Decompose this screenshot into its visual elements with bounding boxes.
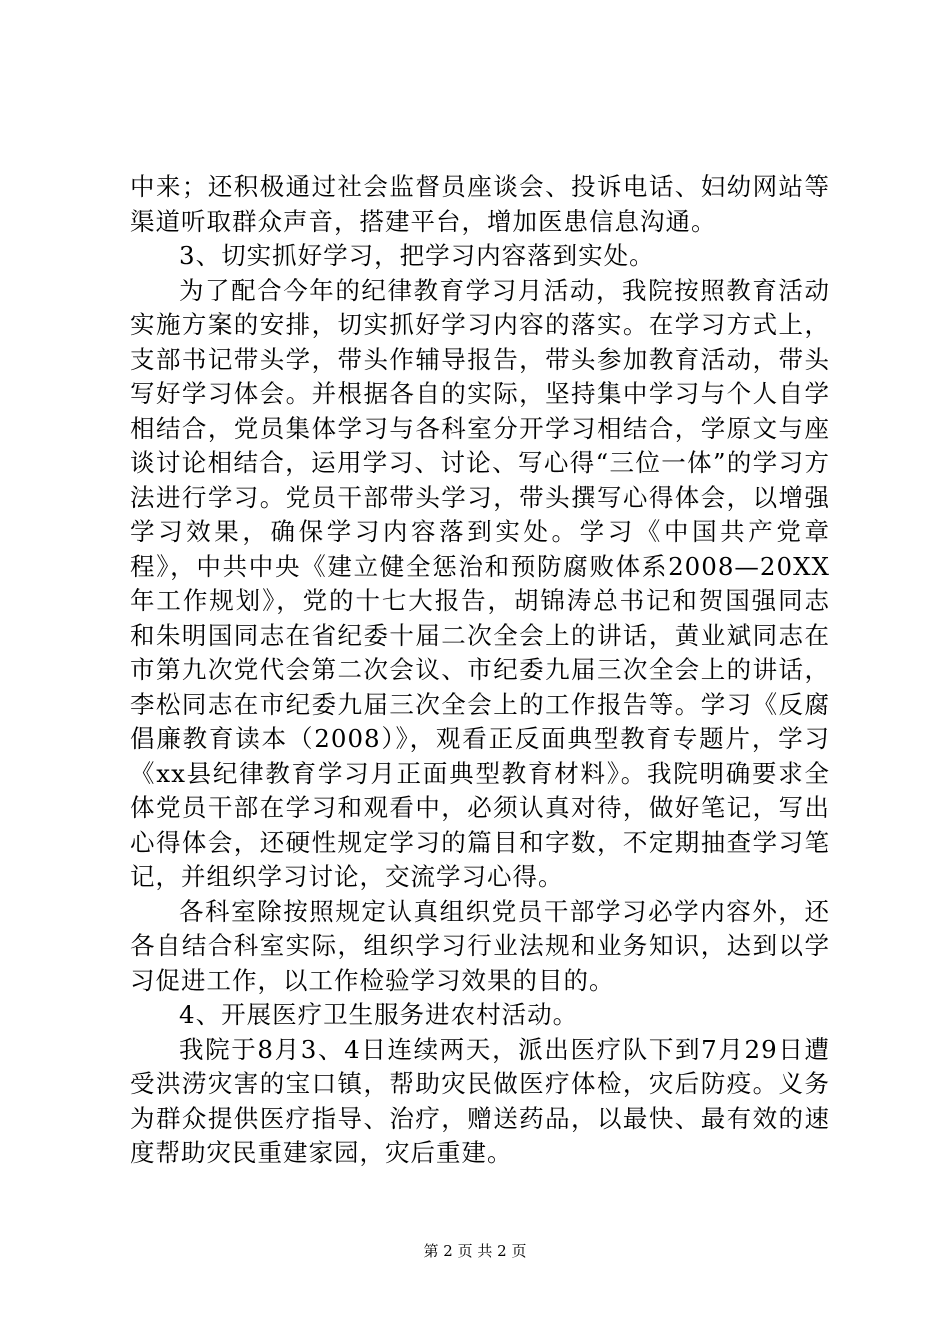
section-heading-3: 3、切实抓好学习，把学习内容落到实处。	[179, 241, 655, 270]
paragraph-rural-service: 我院于8月3、4日连续两天，派出医疗队下到7月29日遭受洪涝灾害的宝口镇，帮助灾民做医疗体检，灾后防疫。义务为群众提供医疗指导、治疗，赠送药品，以最快、最有效的速度帮助灾民重建家园，灾后重建。	[130, 1034, 830, 1167]
paragraph-channels: 中来；还积极通过社会监督员座谈会、投诉电话、妇幼网站等渠道听取群众声音，搭建平台，增加医患信息沟通。	[130, 172, 830, 236]
section-heading-4: 4、开展医疗卫生服务进农村活动。	[179, 1000, 579, 1029]
paragraph-study-methods: 为了配合今年的纪律教育学习月活动，我院按照教育活动实施方案的安排，切实抓好学习内容的落实。在学习方式上，支部书记带头学，带头作辅导报告，带头参加教育活动，带头写好学习体会。并根据各自的实际，坚持集中学习与个人自学相结合，党员集体学习与各科室分开学习相结合，学原文与座谈讨论相结合，运用学习、讨论、写心得“三位一体”的学习方法进行学习。党员干部带头学习，带头撰写心得体会，以增强学习效果，确保学习内容落到实处。学习《中国共产党章程》，中共中央《建立健全惩治和预防腐败体系2008—20XX年工作规划》，党的十七大报告，胡锦涛总书记和贺国强同志和朱明国同志在省纪委十届二次全会上的讲话，黄业斌同志在市第九次党代会第二次会议、市纪委九届三次全会上的讲话，李松同志在市纪委九届三次全会上的工作报告等。学习《反腐倡廉教育读本（2008）》，观看正反面典型教育专题片，学习《xx县纪律教育学习月正面典型教育材料》。我院明确要求全体党员干部在学习和观看中，必须认真对待，做好笔记，写出心得体会，还硬性规定学习的篇目和字数，不定期抽查学习笔记，并组织学习讨论，交流学习心得。	[130, 275, 830, 891]
page-number-footer: 第 2 页 共 2 页	[423, 1242, 527, 1260]
paragraph-department-study: 各科室除按照规定认真组织党员干部学习必学内容外，还各自结合科室实际，组织学习行业法规和业务知识，达到以学习促进工作，以工作检验学习效果的目的。	[130, 896, 830, 995]
document-body	[130, 170, 830, 1171]
